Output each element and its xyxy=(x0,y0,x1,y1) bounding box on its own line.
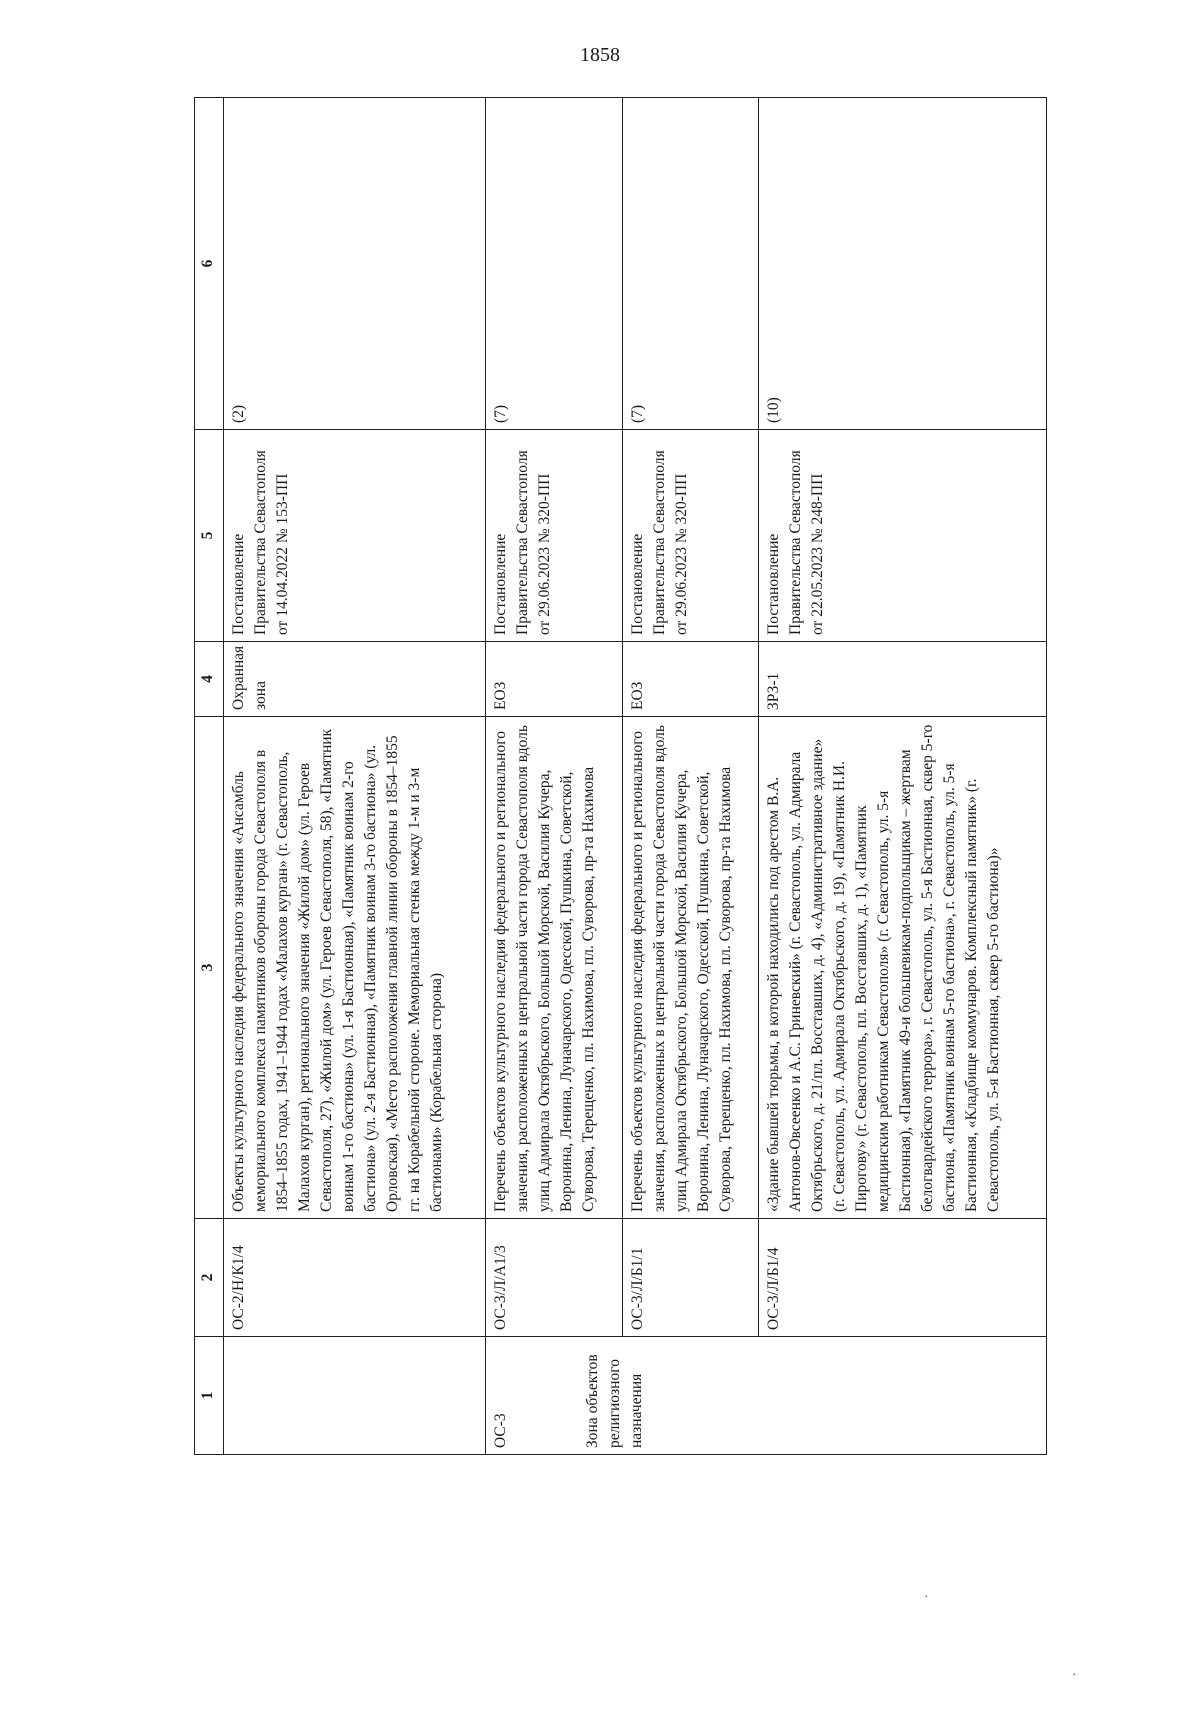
zone-type: Охранная зона xyxy=(224,642,486,717)
table-row xyxy=(224,98,486,1455)
zones-table xyxy=(194,97,1047,1455)
legal-document: Постановление Правительства Севастополя от 29.06.2023 № 320-ПП xyxy=(486,430,622,642)
zone-type: ЗРЗ-1 xyxy=(759,642,1047,717)
scan-speck: · xyxy=(1072,1668,1077,1683)
zone-cell xyxy=(486,1337,1047,1455)
legal-document: Постановление Правительства Севастополя от 22.05.2023 № 248-ПП xyxy=(759,430,1047,642)
legal-document: Постановление Правительства Севастополя от 29.06.2023 № 320-ПП xyxy=(622,430,758,642)
object-code: ОС-2/Н/К1/4 xyxy=(224,1219,486,1337)
header-col-5: 5 xyxy=(195,430,224,642)
note-reference: (7) xyxy=(486,98,622,430)
object-code: ОС-3/Л/Б1/1 xyxy=(622,1219,758,1337)
header-col-3: 3 xyxy=(195,717,224,1219)
page-number: 1858 xyxy=(580,44,620,66)
header-col-4: 4 xyxy=(195,642,224,717)
object-description: Перечень объектов культурного наследия федерального и регионального значения, расположенных в центральной части города Севастополя вдоль улиц Адмирала Октябрьского, Большой Морской, Василия Кучера, Воронина, Ленина, Луначарского, Одесской, Пушкина, Советской, Суворова, Терещенко, пл. Нахимова, пл. Суворова, пр-та Нахимова xyxy=(486,717,622,1219)
note-reference: (10) xyxy=(759,98,1047,430)
object-description: «Здание бывшей тюрьмы, в которой находились под арестом В.А. Антонов-Овсеенко и А.С. Гриневский» (г. Севастополь, ул. Адмирала Октябрьского, д. 21/пл. Восставших, д. 4), «Административное здание» (г. Севастополь, ул. Адмирала Октябрьского, д. 19), «Памятник Н.И. Пирогову» (г. Севастополь, пл. Восставших, д. 1), «Памятник медицинским работникам Севастополя» (г. Севастополь, ул. 5-я Бастионная), «Памятник 49-и большевикам-подпольщикам – жертвам белогвардейского террора», г. Севастополь, ул. 5-я Бастионная, сквер 5-го бастиона, «Памятник воинам 5-го бастиона», г. Севастополь, ул. 5-я Бастионная, «Кладбище коммунаров. Комплексный памятник» (г. Севастополь, ул. 5-я Бастионная, сквер 5-го бастиона)» xyxy=(759,717,1047,1219)
header-col-2: 2 xyxy=(195,1219,224,1337)
zone-cell-empty xyxy=(224,1337,486,1455)
table-header-row xyxy=(195,98,224,1455)
zone-type: ЕОЗ xyxy=(486,642,622,717)
object-code: ОС-3/Л/Б1/4 xyxy=(759,1219,1047,1337)
zone-code: ОС-3 xyxy=(492,1413,510,1448)
object-code: ОС-3/Л/А1/3 xyxy=(486,1219,622,1337)
note-reference: (2) xyxy=(224,98,486,430)
header-col-1: 1 xyxy=(195,1337,224,1455)
rotated-table-frame xyxy=(194,98,1047,1455)
table-row xyxy=(759,98,1047,1455)
scan-speck: · xyxy=(924,1590,929,1605)
table-row xyxy=(486,98,622,1455)
legal-document: Постановление Правительства Севастополя от 14.04.2022 № 153-ПП xyxy=(224,430,486,642)
object-description: Объекты культурного наследия федерального значения «Ансамбль мемориального комплекса памятников обороны города Севастополя в 1854–1855 годах, 1941–1944 годах «Малахов курган» (г. Севастополь, Малахов курган), регионального значения «Жилой дом» (ул. Героев Севастополя, 27), «Жилой дом» (ул. Героев Севастополя, 58), «Памятник воинам 1-го бастиона» (ул. 1-я Бастионная), «Памятник воинам 2-го бастиона» (ул. 2-я Бастионная), «Памятник воинам 3-го бастиона» (ул. Орловская), «Место расположения главной линии обороны в 1854–1855 гг. на Корабельной стороне. Мемориальная стенка между 1-м и 3-м бастионами» (Корабельная сторона) xyxy=(224,717,486,1219)
zone-type: ЕОЗ xyxy=(622,642,758,717)
zone-name: Зона объектов религиозного назначения xyxy=(584,1354,646,1448)
object-description: Перечень объектов культурного наследия федерального и регионального значения, расположенных в центральной части города Севастополя вдоль улиц Адмирала Октябрьского, Большой Морской, Василия Кучера, Воронина, Ленина, Луначарского, Одесской, Пушкина, Советской, Суворова, Терещенко, пл. Нахимова, пл. Суворова, пр-та Нахимова xyxy=(622,717,758,1219)
note-reference: (7) xyxy=(622,98,758,430)
header-col-6: 6 xyxy=(195,98,224,430)
table-row xyxy=(622,98,758,1455)
